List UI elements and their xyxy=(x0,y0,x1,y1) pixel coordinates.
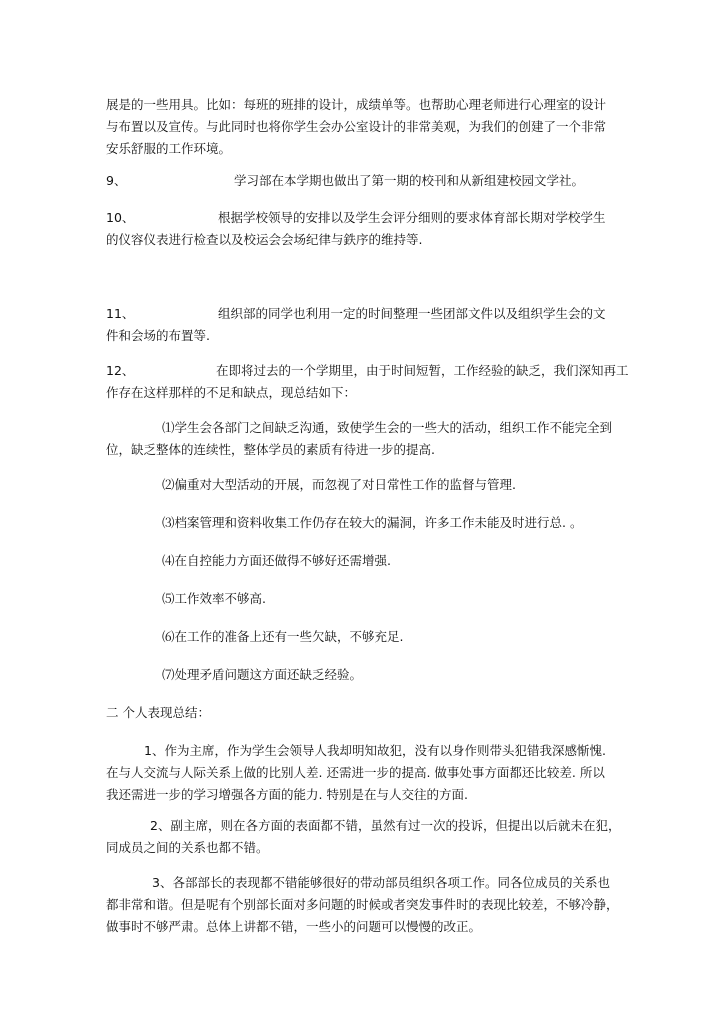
intro-paragraph xyxy=(106,94,620,160)
personal-paragraph-2 xyxy=(106,815,620,859)
personal-2-line-1: 2、副主席，则在各方面的表面都不错，虽然有过一次的投诉，但提出以后就未在犯， xyxy=(150,818,621,833)
item-12 xyxy=(106,360,629,404)
personal-1-line-1: 1、作为主席，作为学生会领导人我却明知故犯，没有以身作则带头犯错我深感惭愧. xyxy=(144,743,606,758)
shortcoming-5: ⑸工作效率不够高. xyxy=(162,591,266,606)
shortcoming-3: ⑶档案管理和资料收集工作仍存在较大的漏洞，许多工作未能及时进行总. 。 xyxy=(162,515,583,530)
shortcoming-2: ⑵偏重对大型活动的开展，而忽视了对日常性工作的监督与管理. xyxy=(162,477,516,492)
personal-paragraph-3 xyxy=(106,872,620,938)
shortcoming-6: ⑹在工作的准备上还有一些欠缺，不够充足. xyxy=(162,629,404,644)
item-10-number: 10、 xyxy=(106,210,135,225)
personal-paragraph-1 xyxy=(106,740,620,806)
intro-line-2: 与布置以及宣传。与此同时也将你学生会办公室设计的非常美观，为我们的创建了一个非常 xyxy=(106,119,607,134)
personal-3-line-1: 3、各部部长的表现都不错能够很好的带动部员组织各项工作。同各位成员的关系也 xyxy=(152,875,610,890)
intro-line-1: 展是的一些用具。比如：每班的班排的设计，成绩单等。也帮助心理老师进行心理室的设计 xyxy=(106,97,607,112)
intro-line-3: 安乐舒服的工作环境。 xyxy=(106,141,232,156)
personal-3-line-3: 做事时不够严肃。总体上讲都不错，一些小的问题可以慢慢的改正。 xyxy=(106,919,482,934)
personal-1-line-2: 在与人交流与人际关系上做的比别人差. 还需进一步的提高. 做事处事方面都还比较差. 所以 xyxy=(106,765,605,780)
item-9-number: 9、 xyxy=(106,173,127,188)
item-10 xyxy=(106,207,620,251)
item-9-text: 学习部在本学期也做出了第一期的校刊和从新组建校园文学社。 xyxy=(234,173,585,188)
personal-3-line-2: 都非常和谐。但是呢有个别部长面对多问题的时候或者突发事件时的表现比较差，不够冷静， xyxy=(106,897,619,912)
shortcoming-7: ⑺处理矛盾问题这方面还缺乏经验。 xyxy=(162,667,363,682)
shortcoming-4: ⑷在自控能力方面还做得不够好还需增强. xyxy=(162,553,391,568)
item-11 xyxy=(106,303,620,347)
section-2-heading: 二 个人表现总结： xyxy=(106,705,210,720)
personal-1-line-3: 我还需进一步的学习增强各方面的能力. 特别是在与人交往的方面. xyxy=(106,787,468,802)
item-10-line-2: 的仪容仪表进行检查以及校运会会场纪律与鉄序的维持等. xyxy=(106,232,423,247)
item-12-line-2: 作存在这样那样的不足和缺点，现总结如下： xyxy=(106,385,357,400)
shortcoming-1-line-2: 位，缺乏整体的连续性，整体学员的素质有待进一步的提高. xyxy=(106,442,435,457)
item-9 xyxy=(106,170,620,192)
item-11-number: 11、 xyxy=(106,306,135,321)
shortcoming-1 xyxy=(106,417,620,461)
item-12-number: 12、 xyxy=(106,363,135,378)
personal-2-line-2: 同成员之间的关系也都不错。 xyxy=(106,840,269,855)
shortcoming-1-line-1: ⑴学生会各部门之间缺乏沟通，致使学生会的一些大的活动，组织工作不能完全到 xyxy=(162,420,613,435)
item-11-line-2: 件和会场的布置等. xyxy=(106,328,210,343)
item-10-line-1: 根据学校领导的安排以及学生会评分细则的要求体育部长期对学校学生 xyxy=(218,210,606,225)
item-12-line-1: 在即将过去的一个学期里，由于时间短暂，工作经验的缺乏，我们深知再工 xyxy=(216,363,629,378)
item-11-line-1: 组织部的同学也利用一定的时间整理一些团部文件以及组织学生会的文 xyxy=(218,306,606,321)
